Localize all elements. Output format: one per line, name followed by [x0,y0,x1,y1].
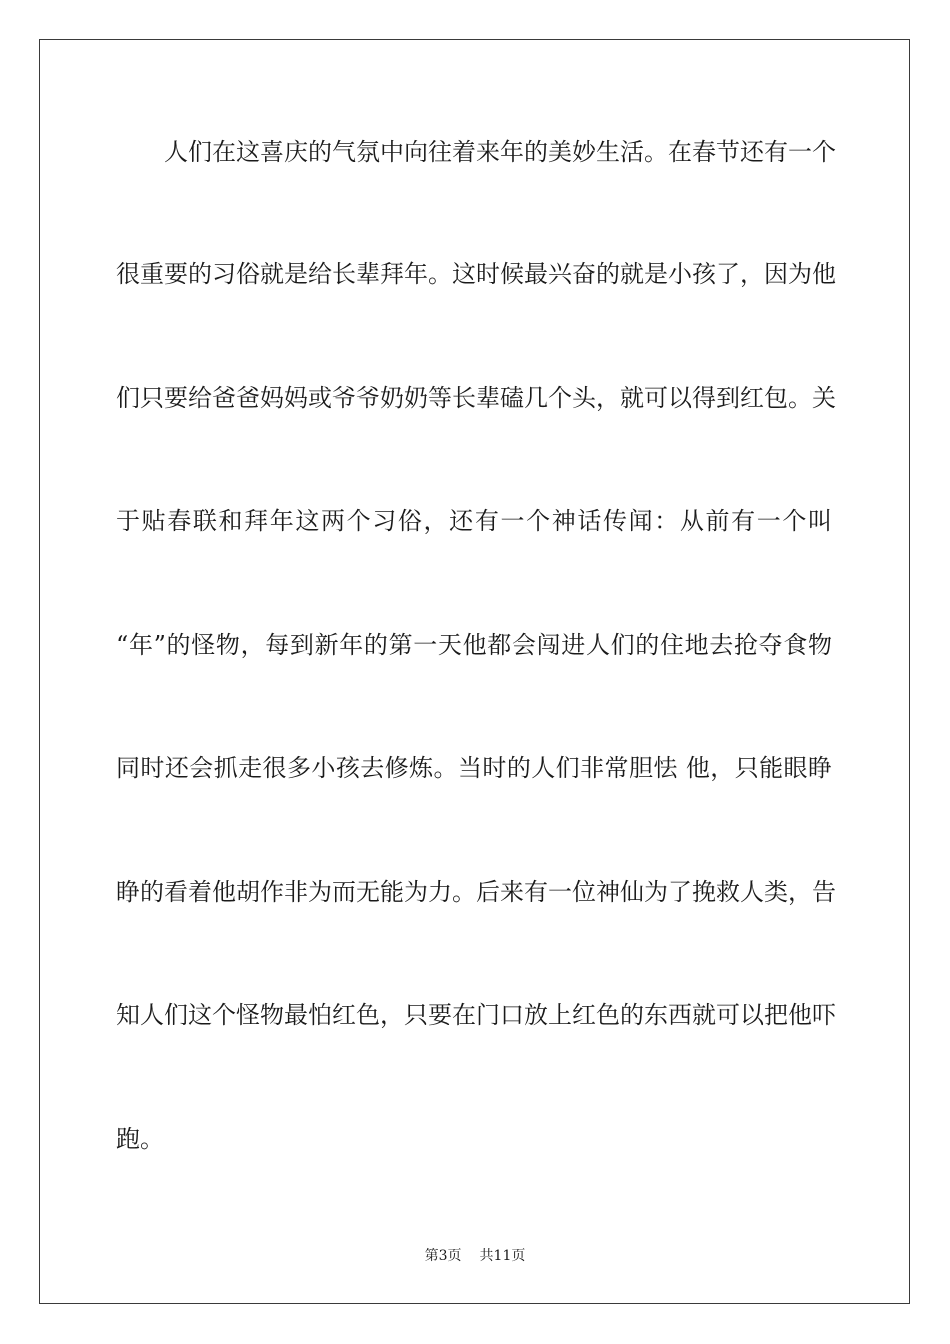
paragraph-line: 很重要的习俗就是给长辈拜年。这时候最兴奋的就是小孩了，因为他 [116,260,836,288]
paragraph-line: 同时还会抓走很多小孩去修炼。当时的人们非常胆怯 他，只能眼睁 [116,754,832,782]
page-footer [0,1247,950,1265]
page-total: 共11页 [479,1248,526,1264]
paragraph-line: 们只要给爸爸妈妈或爷爷奶奶等长辈磕几个头，就可以得到红包。关 [116,384,836,412]
page-number: 第3页 [424,1248,462,1264]
paragraph-line: 知人们这个怪物最怕红色，只要在门口放上红色的东西就可以把他吓 [116,1001,836,1029]
paragraph-line: 人们在这喜庆的气氛中向往着来年的美妙生活。在春节还有一个 [164,138,836,166]
paragraph-line: “年”的怪物，每到新年的第一天他都会闯进人们的住地去抢夺食物 [116,631,832,659]
paragraph-line: 于贴春联和拜年这两个习俗，还有一个神话传闻：从前有一个叫 [116,507,832,535]
paragraph-line: 跑。 [116,1125,164,1153]
paragraph-line: 睁的看着他胡作非为而无能为力。后来有一位神仙为了挽救人类，告 [116,878,836,906]
page-border [39,39,910,1304]
